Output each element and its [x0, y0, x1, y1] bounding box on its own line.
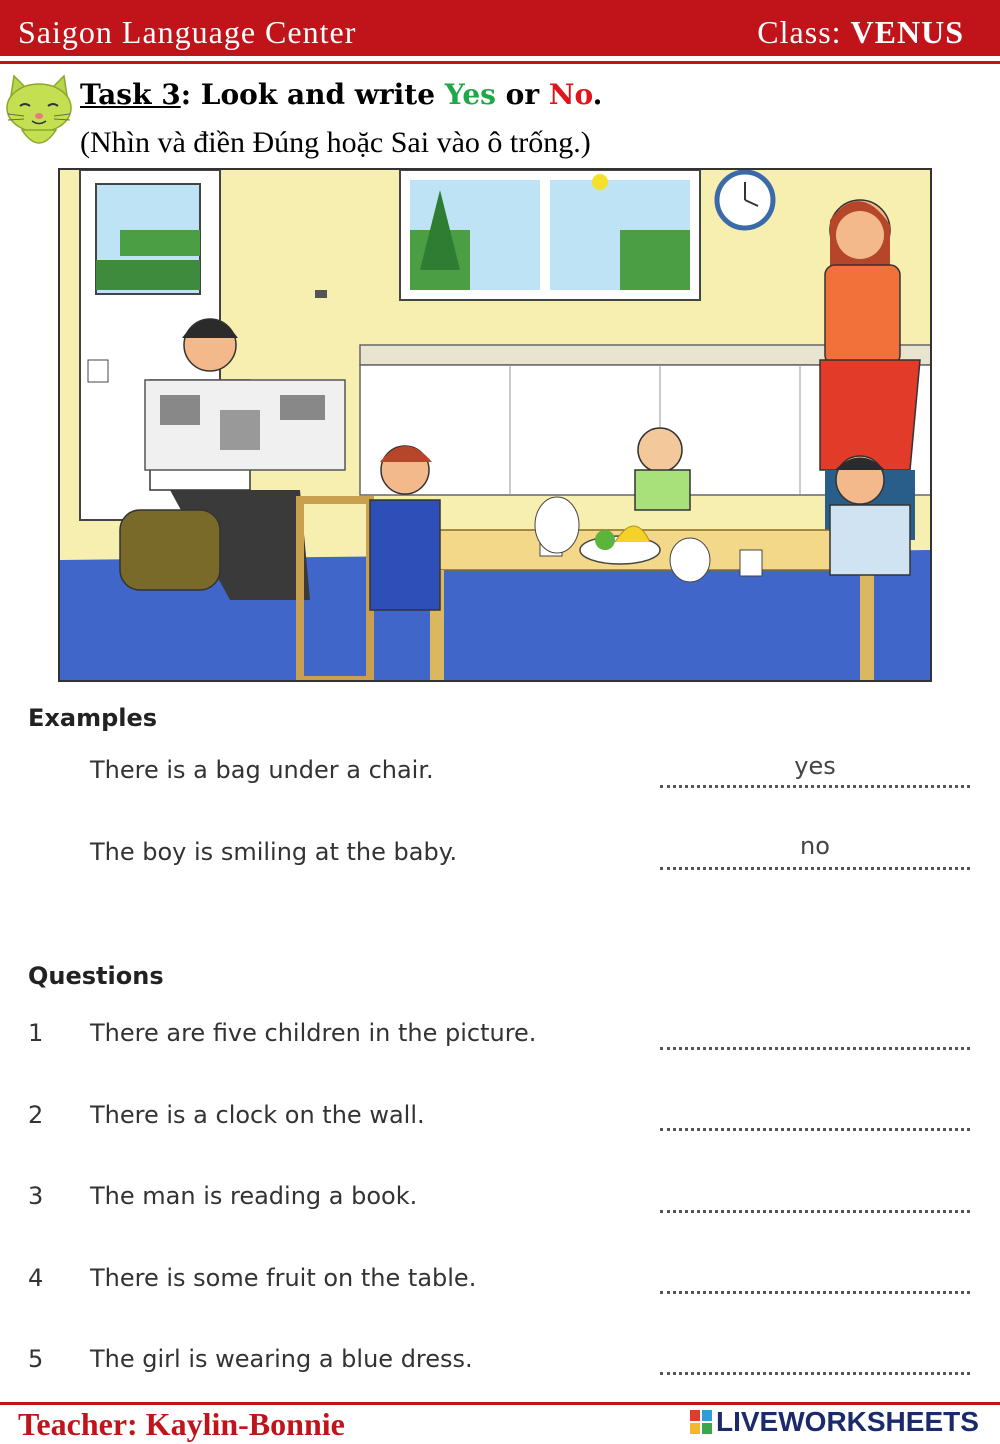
example-1-answer: yes [794, 752, 836, 780]
task-subtitle: (Nhìn và điền Đúng hoặc Sai vào ô trống.) [80, 126, 591, 159]
class-name: VENUS [850, 14, 964, 50]
task-title [80, 78, 602, 111]
center-name: Saigon Language Center [18, 14, 357, 50]
example-2-answer: no [800, 832, 830, 860]
example-2-answer-line [660, 866, 970, 870]
questions-heading: Questions [28, 962, 164, 990]
question-1-answer-field[interactable] [660, 1046, 970, 1050]
example-2-text: The boy is smiling at the baby. [90, 838, 458, 866]
class-label: Class: [757, 14, 842, 50]
question-2-answer-field[interactable] [660, 1127, 970, 1131]
header-divider [0, 61, 1000, 64]
question-1-number: 1 [28, 1019, 44, 1047]
question-4-answer-field[interactable] [660, 1290, 970, 1294]
class-info [757, 14, 964, 51]
question-4-number: 4 [28, 1264, 44, 1292]
question-3-answer-field[interactable] [660, 1209, 970, 1213]
liveworksheets-badge-icon [690, 1410, 712, 1434]
task-instruction: : Look and write [180, 78, 445, 111]
question-5-answer-field[interactable] [660, 1371, 970, 1375]
question-5-number: 5 [28, 1345, 44, 1373]
cat-mascot-icon [2, 72, 76, 156]
question-1-text: There are five children in the picture. [90, 1019, 537, 1047]
example-1-answer-line [660, 784, 970, 788]
example-1-text: There is a bag under a chair. [90, 756, 434, 784]
question-3-text: The man is reading a book. [90, 1182, 418, 1210]
kitchen-illustration [60, 170, 932, 682]
question-4-text: There is some fruit on the table. [90, 1264, 477, 1292]
question-5-text: The girl is wearing a blue dress. [90, 1345, 473, 1373]
question-2-text: There is a clock on the wall. [90, 1101, 425, 1129]
kitchen-scene-picture [58, 168, 932, 682]
no-word: No [548, 78, 593, 111]
task-label: Task 3 [80, 78, 181, 111]
header-bar [0, 0, 1000, 56]
question-2-number: 2 [28, 1101, 44, 1129]
or-word: or [495, 78, 549, 111]
footer-divider [0, 1402, 1000, 1405]
liveworksheets-logo [690, 1406, 990, 1438]
question-3-number: 3 [28, 1182, 44, 1210]
task-period: . [592, 78, 603, 111]
yes-word: Yes [444, 78, 496, 111]
examples-heading: Examples [28, 704, 158, 732]
liveworksheets-brand-text: LIVEWORKSHEETS [716, 1406, 979, 1437]
teacher-name: Teacher: Kaylin-Bonnie [18, 1406, 345, 1442]
